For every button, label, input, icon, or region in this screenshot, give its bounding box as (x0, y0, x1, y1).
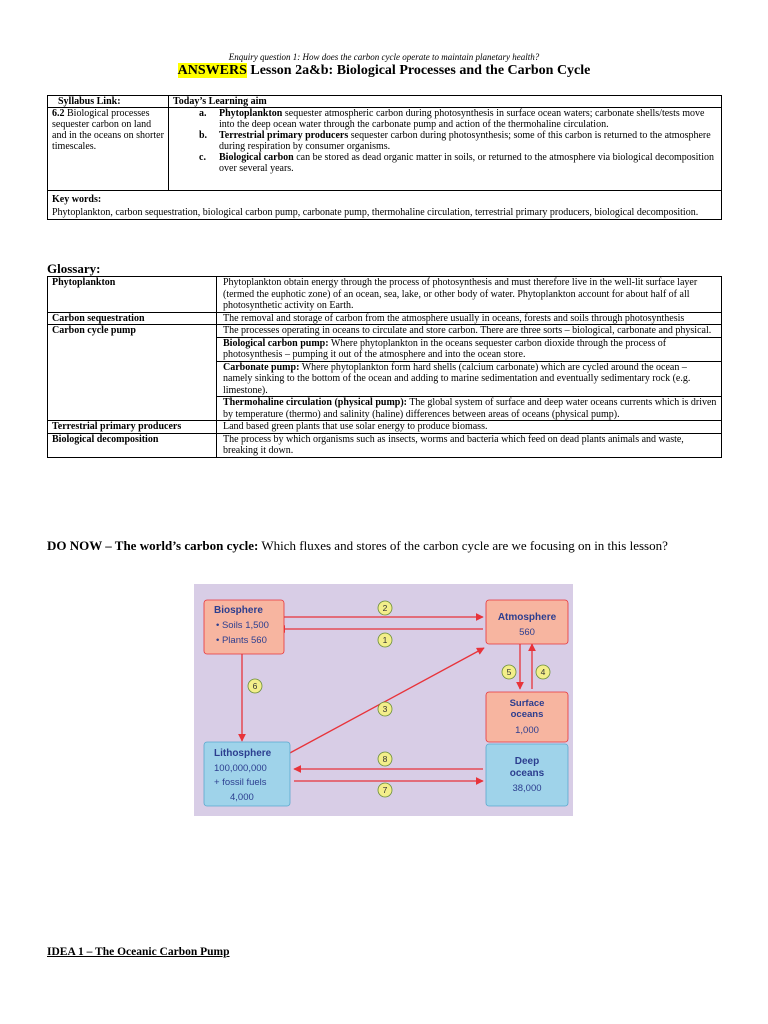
glossary-term: Terrestrial primary producers (48, 421, 217, 434)
glossary-term: Phytoplankton (48, 277, 217, 313)
carbon-cycle-diagram (194, 584, 573, 816)
glossary-subterm: Carbonate pump: (223, 361, 300, 373)
flux-number: 5 (506, 667, 512, 677)
glossary-definition: Phytoplankton obtain energy through the process of photosynthesis and must therefore live in the well-lit surface layer (termed the euphotic zone) of an ocean, sea, lake, or other body of water. Phytoplankton account for about half of all photosynthetic activity on Earth. (217, 277, 722, 313)
do-now-question (47, 538, 717, 554)
key-words-text: Phytoplankton, carbon sequestration, biological carbon pump, carbonate pump, thermohaline circulation, terrestrial primary producers, biological decomposition. (52, 207, 699, 218)
flux-number: 1 (382, 635, 388, 645)
glossary-term: Carbon cycle pump (48, 325, 217, 421)
lithosphere-fossil-value: 4,000 (230, 792, 254, 803)
deep-oceans-value: 38,000 (512, 783, 542, 794)
syllabus-link-cell (48, 108, 169, 191)
atmosphere-value: 560 (519, 627, 535, 638)
flux-badge-4 (536, 665, 550, 679)
aim-text: can be stored as dead organic matter in soils, or returned to the atmosphere via biological decomposition over several years. (219, 152, 714, 174)
glossary-definition (217, 337, 722, 361)
learning-aim-item (173, 130, 717, 152)
glossary-definition: The process by which organisms such as insects, worms and bacteria which feed on dead plants animals and waste, breaking it down. (217, 433, 722, 457)
lesson-title (0, 63, 768, 79)
learning-aim-item (173, 152, 717, 174)
deep-oceans-title-2: oceans (509, 768, 545, 779)
flux-number: 3 (382, 704, 388, 714)
syllabus-code: 6.2 (52, 108, 65, 119)
syllabus-table (47, 95, 722, 220)
syllabus-link-text: Biological processes sequester carbon on land and in the oceans on shorter timescales. (52, 108, 164, 152)
glossary-row (48, 421, 722, 434)
lesson-title-text: Lesson 2a&b: Biological Processes and the Carbon Cycle (246, 63, 591, 78)
flux-badge-2 (378, 601, 392, 615)
biosphere-soils: • Soils 1,500 (216, 620, 269, 631)
glossary-subterm: Biological carbon pump: (223, 337, 329, 349)
aim-letter: b. (199, 130, 208, 141)
flux-number: 7 (382, 785, 388, 795)
surface-oceans-title-2: oceans (510, 709, 544, 720)
answers-highlight: ANSWERS (177, 63, 247, 78)
glossary-term: Carbon sequestration (48, 312, 217, 325)
surface-oceans-title-1: Surface (509, 698, 545, 709)
flux-number: 8 (382, 754, 388, 764)
flux-number: 2 (382, 603, 388, 613)
surface-oceans-value: 1,000 (515, 725, 539, 736)
glossary-row (48, 325, 722, 338)
flux-badge-6 (248, 679, 262, 693)
glossary-subtext: Where phytoplankton in the oceans sequester carbon dioxide through the process of photosynthesis – pumping it out of the atmosphere and into the ocean store. (223, 337, 667, 360)
biosphere-title: Biosphere (214, 605, 263, 616)
flux-badge-7 (378, 783, 392, 797)
enquiry-question: Enquiry question 1: How does the carbon cycle operate to maintain planetary health? (228, 52, 540, 62)
do-now-text: Which fluxes and stores of the carbon cycle are we focusing on in this lesson? (258, 538, 668, 553)
atmosphere-title: Atmosphere (497, 612, 557, 623)
glossary-row (48, 433, 722, 457)
glossary-definition: The removal and storage of carbon from the atmosphere usually in oceans, forests and soils through photosynthesis (217, 312, 722, 325)
glossary-row (48, 312, 722, 325)
glossary-row (48, 277, 722, 313)
key-words-cell (48, 191, 722, 220)
glossary-definition (217, 361, 722, 397)
flux-badge-5 (502, 665, 516, 679)
glossary-subtext: Where phytoplankton form hard shells (calcium carbonate) which are cycled around the ocean – namely sinking to the bottom of the ocean and adding to marine sedimentation and eventually sedimentary rock (e.g. limestone). (223, 361, 691, 396)
glossary-table (47, 276, 722, 458)
aim-bold: Biological carbon (219, 152, 294, 163)
aim-bold: Phytoplankton (219, 108, 283, 119)
flux-badge-1 (378, 633, 392, 647)
do-now-label: DO NOW – The world’s carbon cycle: (47, 538, 259, 553)
flux-badge-3 (378, 702, 392, 716)
glossary-subterm: Thermohaline circulation (physical pump): (223, 397, 407, 408)
lithosphere-title: Lithosphere (214, 748, 272, 759)
lithosphere-value: 100,000,000 (214, 763, 267, 774)
flux-number: 6 (252, 681, 258, 691)
flux-badge-8 (378, 752, 392, 766)
aim-letter: a. (199, 108, 207, 119)
glossary-subtext: The global system of surface and deep water oceans currents which is driven by temperature (thermo) and salinity (haline) differences between areas of oceans (physical pump). (223, 397, 717, 420)
biosphere-plants: • Plants 560 (216, 635, 267, 646)
syllabus-link-header: Syllabus Link: (48, 96, 169, 108)
glossary-term: Biological decomposition (48, 433, 217, 457)
learning-aim-header: Today’s Learning aim (169, 96, 722, 108)
idea-heading: IDEA 1 – The Oceanic Carbon Pump (47, 946, 230, 958)
key-words-label: Key words: (52, 194, 102, 205)
glossary-definition: Land based green plants that use solar energy to produce biomass. (217, 421, 722, 434)
lithosphere-fossil-label: + fossil fuels (214, 777, 267, 788)
glossary-definition: The processes operating in oceans to circulate and store carbon. There are three sorts – biological, carbonate and physical. (217, 325, 722, 338)
glossary-heading: Glossary: (47, 261, 101, 276)
learning-aims-list (173, 108, 717, 174)
aim-text: sequester atmospheric carbon during photosynthesis in surface ocean waters; carbonate shells/tests move into the deep ocean water through the carbonate pump and action of the thermohaline circulation. (219, 108, 705, 130)
learning-aim-item (173, 108, 717, 130)
aim-letter: c. (199, 152, 206, 163)
aim-bold: Terrestrial primary producers (219, 130, 349, 141)
flux-number: 4 (540, 667, 546, 677)
aim-text: sequester carbon during photosynthesis; some of this carbon is returned to the atmosphere during respiration by consumer organisms. (219, 130, 711, 152)
learning-aims-cell (169, 108, 722, 191)
deep-oceans-title-1: Deep (514, 756, 540, 767)
glossary-definition (217, 397, 722, 421)
